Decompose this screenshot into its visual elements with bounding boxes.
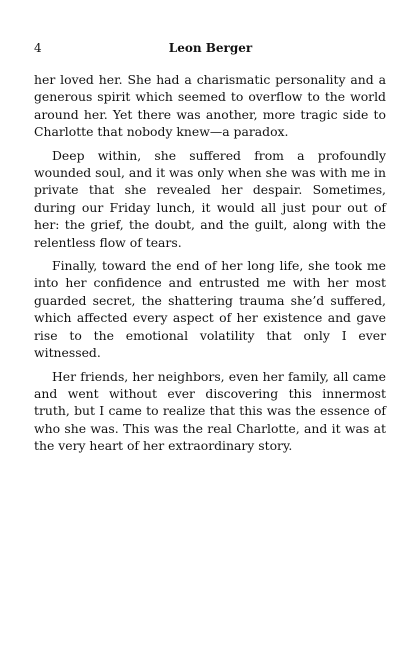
running-header	[34, 40, 387, 56]
paragraph: Her friends, her neighbors, even her family, all came and went without ever discovering this innermost truth, but I came to realize that this was the essence of who she was. This was the real Charlotte, and it was at the very heart of her extraordinary story.	[34, 368, 386, 454]
paragraph: Finally, toward the end of her long life, she took me into her confidence and entrusted me with her most guarded secret, the shattering trauma she’d suffered, which affected every aspect of her existence and gave rise to the emotional volatility that only I ever witnessed.	[34, 258, 386, 361]
running-header-author: Leon Berger	[168, 41, 253, 55]
paragraph: her loved her. She had a charismatic personality and a generous spirit which seemed to overflow to the world around her. Yet there was another, more tragic side to Charlotte that nobody knew—a paradox.	[34, 72, 386, 140]
page-number: 4	[34, 41, 42, 55]
paragraph: Deep within, she suffered from a profoundly wounded soul, and it was only when she was with me in private that she revealed her despair. Sometimes, during our Friday lunch, it would all just pour out of her: the grief, the doubt, and the guilt, along with the relentless flow of tears.	[34, 147, 386, 250]
body-text	[34, 71, 386, 461]
